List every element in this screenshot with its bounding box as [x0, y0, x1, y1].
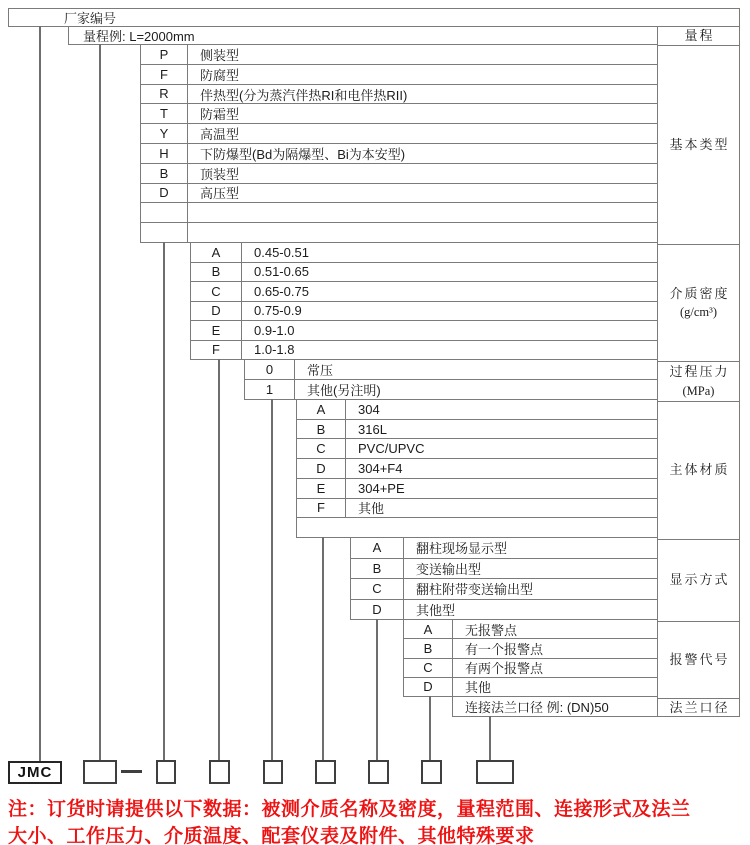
table-row	[191, 340, 657, 360]
table-row	[297, 478, 657, 498]
code-cell: C	[191, 282, 242, 301]
table-row	[297, 458, 657, 478]
material-table	[296, 399, 657, 538]
connector-line-pressure	[271, 399, 273, 761]
connector-line-material	[322, 537, 324, 761]
desc-cell: 316L	[358, 421, 387, 437]
code-cell: A	[191, 243, 242, 262]
desc-cell: 防霜型	[200, 107, 240, 123]
table-row	[351, 599, 657, 620]
code-cell: A	[404, 620, 453, 638]
code-cell: D	[141, 184, 188, 203]
desc-cell: 高温型	[200, 127, 240, 143]
label-flange-text: 法兰口径	[669, 700, 730, 716]
ordering-note	[8, 796, 744, 845]
code-cell: A	[297, 400, 346, 419]
code-cell: D	[351, 600, 404, 620]
table-row	[404, 677, 657, 696]
label-basic-type	[658, 45, 739, 244]
table-row	[191, 301, 657, 321]
model-prefix-box	[8, 761, 62, 784]
table-row	[297, 498, 657, 518]
desc-cell: 0.65-0.75	[254, 283, 309, 299]
code-box-basic	[156, 760, 176, 784]
factory-number-cell	[8, 8, 740, 27]
code-cell	[297, 518, 346, 537]
factory-number-label: 厂家编号	[64, 11, 117, 26]
label-material	[658, 401, 739, 539]
table-row	[141, 123, 657, 143]
desc-cell: 翻柱现场显示型	[416, 541, 508, 557]
label-alarm-text: 报警代号	[669, 651, 730, 667]
code-cell: C	[404, 659, 453, 677]
table-row	[297, 438, 657, 458]
table-row	[191, 320, 657, 340]
code-cell: B	[351, 559, 404, 579]
table-row	[141, 183, 657, 203]
desc-cell: 其他型	[416, 602, 456, 618]
code-cell	[141, 223, 188, 242]
code-cell: C	[351, 579, 404, 599]
code-box-range	[83, 760, 117, 784]
desc-cell: 常压	[307, 363, 334, 378]
label-density-unit: (g/cm³)	[679, 305, 718, 320]
label-range-text: 量程	[684, 27, 715, 43]
code-cell: B	[404, 639, 453, 657]
desc-cell: 有一个报警点	[465, 641, 544, 657]
desc-cell	[188, 203, 657, 222]
table-row	[351, 558, 657, 579]
code-box-flange	[476, 760, 514, 784]
table-row	[141, 143, 657, 163]
table-row	[141, 64, 657, 84]
desc-cell: 0.45-0.51	[254, 244, 309, 260]
desc-cell: 1.0-1.8	[254, 342, 295, 358]
desc-cell: PVC/UPVC	[358, 441, 425, 457]
code-cell: B	[141, 164, 188, 183]
table-row-empty	[297, 517, 657, 537]
label-range	[658, 27, 739, 45]
code-cell: Y	[141, 124, 188, 143]
connector-line-density	[218, 359, 220, 761]
code-cell: F	[141, 65, 188, 84]
code-cell: H	[141, 144, 188, 163]
desc-cell: 顶装型	[200, 166, 240, 182]
table-row	[297, 400, 657, 419]
label-display-text: 显示方式	[669, 572, 730, 588]
table-row-empty	[141, 202, 657, 222]
desc-cell: 无报警点	[465, 622, 518, 638]
code-cell: F	[297, 499, 346, 518]
desc-cell: 下防爆型(Bd为隔爆型、Bi为本安型)	[200, 146, 406, 162]
table-row	[245, 379, 657, 399]
desc-cell	[346, 518, 657, 537]
table-row	[453, 697, 657, 716]
code-box-display	[368, 760, 389, 784]
code-cell: T	[141, 104, 188, 123]
label-basic-type-text: 基本类型	[669, 136, 730, 152]
table-row	[404, 638, 657, 657]
connector-line-flange	[489, 716, 491, 761]
desc-cell: 304	[358, 401, 380, 417]
range-example-label: 量程例: L=2000mm	[83, 29, 195, 44]
desc-cell: 其他	[358, 501, 385, 517]
desc-cell: 侧装型	[200, 47, 240, 63]
code-cell: C	[297, 439, 346, 458]
display-mode-table	[350, 537, 657, 620]
desc-cell: 0.9-1.0	[254, 322, 295, 338]
code-cell: 1	[245, 380, 295, 399]
code-box-material	[315, 760, 336, 784]
code-cell: R	[141, 85, 188, 104]
table-row	[141, 163, 657, 183]
code-cell: 0	[245, 360, 295, 379]
table-row	[245, 360, 657, 379]
alarm-code-table	[403, 619, 657, 697]
connector-line-alarm	[429, 696, 431, 761]
label-pressure-text: 过程压力	[669, 364, 730, 380]
label-pressure-unit: (MPa)	[682, 383, 715, 398]
label-density-text: 介质密度	[669, 285, 730, 301]
code-cell: D	[297, 459, 346, 478]
pressure-table	[244, 359, 657, 400]
code-box-density	[209, 760, 230, 784]
code-cell	[141, 203, 188, 222]
desc-cell: 连接法兰口径 例: (DN)50	[465, 700, 609, 715]
label-pressure	[658, 361, 739, 401]
table-row	[351, 538, 657, 558]
code-cell: A	[351, 538, 404, 558]
ordering-note-line2: 大小、工作压力、介质温度、配套仪表及附件、其他特殊要求	[8, 826, 535, 845]
desc-cell: 0.75-0.9	[254, 303, 302, 319]
desc-cell: 变送输出型	[416, 561, 482, 577]
code-box-alarm	[421, 760, 442, 784]
table-row	[191, 281, 657, 301]
code-dash	[121, 770, 142, 773]
category-label-column	[657, 26, 740, 717]
code-cell: B	[191, 263, 242, 282]
ordering-note-line1: 注：订货时请提供以下数据：被测介质名称及密度，量程范围、连接形式及法兰	[8, 799, 691, 820]
code-box-pressure	[263, 760, 283, 784]
table-row	[191, 243, 657, 262]
label-display	[658, 539, 739, 621]
table-row	[191, 262, 657, 282]
label-density	[658, 244, 739, 361]
desc-cell: 防腐型	[200, 67, 240, 83]
code-cell: E	[191, 321, 242, 340]
desc-cell: 伴热型(分为蒸汽伴热RI和电伴热RII)	[200, 87, 408, 103]
desc-cell: 0.51-0.65	[254, 264, 309, 280]
desc-cell: 翻柱附带变送输出型	[416, 582, 534, 598]
desc-cell: 高压型	[200, 186, 240, 202]
table-row	[141, 84, 657, 104]
table-row	[404, 620, 657, 638]
basic-type-table	[140, 44, 657, 243]
code-cell: P	[141, 45, 188, 64]
label-alarm	[658, 621, 739, 698]
desc-cell: 304+F4	[358, 461, 403, 477]
code-cell: E	[297, 479, 346, 498]
table-row	[351, 578, 657, 599]
table-row	[297, 419, 657, 439]
code-cell: D	[404, 678, 453, 696]
connector-line-range	[99, 44, 101, 761]
code-cell: F	[191, 341, 242, 360]
desc-cell: 有两个报警点	[465, 661, 544, 677]
model-prefix-label: JMC	[17, 764, 53, 781]
table-row	[141, 45, 657, 64]
connector-line-factory	[39, 26, 41, 762]
table-row	[404, 658, 657, 677]
connector-line-display	[376, 619, 378, 761]
desc-cell: 其他(另注明)	[307, 383, 381, 398]
density-table	[190, 242, 657, 360]
desc-cell	[188, 223, 657, 242]
flange-size-row	[452, 696, 657, 717]
desc-cell: 304+PE	[358, 480, 405, 496]
table-row-empty	[141, 222, 657, 242]
desc-cell: 其他	[465, 680, 492, 696]
code-cell: B	[297, 420, 346, 439]
range-example-cell	[68, 26, 657, 45]
connector-line-basic	[163, 242, 165, 761]
code-cell: D	[191, 302, 242, 321]
label-material-text: 主体材质	[669, 462, 730, 478]
table-row	[141, 103, 657, 123]
label-flange	[658, 698, 739, 718]
